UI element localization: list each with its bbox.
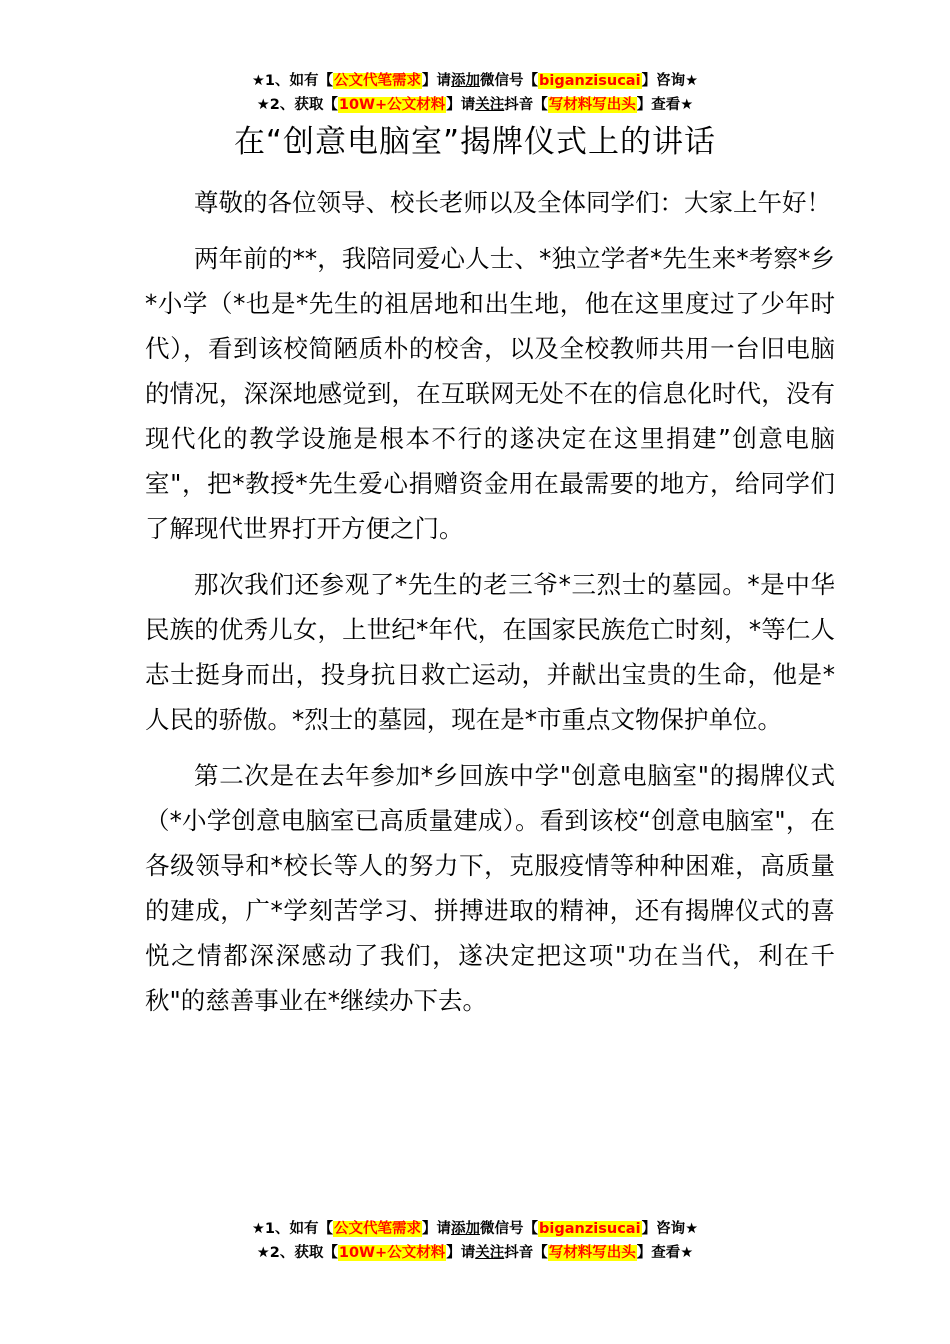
paragraph-greeting: 尊敬的各位领导、校长老师以及全体同学们：大家上午好！ [194, 188, 831, 217]
promo-footer-line1-mid1: 】请 [422, 1221, 452, 1237]
promo-header [0, 69, 950, 117]
promo-line1-prefix: ★1、如有【 [251, 73, 334, 89]
promo-line2-highlight-materials: 10W+公文材料 [338, 97, 446, 113]
promo-line2-mid1: 】请 [446, 97, 476, 113]
promo-footer-line2-mid1: 】请 [446, 1245, 476, 1261]
paragraph-cemetery: 那次我们还参观了*先生的老三爷*三烈士的墓园。*是中华民族的优秀儿女，上世纪*年代，在国家民族危亡时刻，*等仁人志士挺身而出，投身抗日救亡运动，并献出宝贵的生命，他是*人民的骄傲。*烈士的墓园，现在是*市重点文物保护单位。 [145, 570, 835, 734]
promo-footer-line1-highlight-service: 公文代笔需求 [334, 1221, 422, 1237]
promo-footer [0, 1217, 950, 1265]
promo-line2-suffix: 】查看★ [636, 97, 694, 113]
paragraph-first-visit: 两年前的**，我陪同爱心人士、*独立学者*先生来*考察*乡*小学（*也是*先生的祖居地和出生地，他在这里度过了少年时代），看到该校简陋质朴的校舍，以及全校教师共用一台旧电脑的情况，深深地感觉到，在互联网无处不在的信息化时代，没有现代化的教学设施是根本不行的遂决定在这里捐建”创意电脑室"，把*教授*先生爱心捐赠资金用在最需要的地方，给同学们了解现代世界打开方便之门。 [145, 244, 835, 543]
promo-footer-line2-emph: 关注 [475, 1245, 505, 1261]
promo-line1-mid2: 微信号【 [480, 73, 539, 89]
promo-line1-highlight-service: 公文代笔需求 [334, 73, 422, 89]
document-title: 在“创意电脑室”揭牌仪式上的讲话 [233, 124, 717, 160]
promo-footer-line1-prefix: ★1、如有【 [251, 1221, 334, 1237]
promo-footer-line2-prefix: ★2、获取【 [256, 1245, 338, 1261]
promo-footer-line-2 [0, 1241, 950, 1265]
promo-line2-highlight-douyin: 写材料写出头 [548, 97, 636, 113]
promo-line-1 [0, 69, 950, 93]
promo-line2-prefix: ★2、获取【 [256, 97, 338, 113]
promo-footer-line2-mid2: 抖音【 [504, 1245, 548, 1261]
promo-footer-line-1 [0, 1217, 950, 1241]
promo-line1-mid1: 】请 [422, 73, 452, 89]
promo-footer-line1-suffix: 】咨询★ [641, 1221, 699, 1237]
promo-footer-line2-suffix: 】查看★ [636, 1245, 694, 1261]
promo-line1-emph: 添加 [451, 73, 481, 89]
promo-footer-line1-mid2: 微信号【 [480, 1221, 539, 1237]
promo-footer-line2-highlight-douyin: 写材料写出头 [548, 1245, 636, 1261]
promo-line-2 [0, 93, 950, 117]
document-body [145, 180, 835, 1034]
promo-line1-highlight-wechat: biganzisucai [539, 73, 641, 89]
promo-footer-line1-emph: 添加 [451, 1221, 481, 1237]
promo-line2-emph: 关注 [475, 97, 505, 113]
promo-line1-suffix: 】咨询★ [641, 73, 699, 89]
promo-footer-line2-highlight-materials: 10W+公文材料 [338, 1245, 446, 1261]
promo-line2-mid2: 抖音【 [504, 97, 548, 113]
promo-footer-line1-highlight-wechat: biganzisucai [539, 1221, 641, 1237]
paragraph-second-visit: 第二次是在去年参加*乡回族中学"创意电脑室"的揭牌仪式（*小学创意电脑室已高质量建成）。看到该校“创意电脑室"，在各级领导和*校长等人的努力下，克服疫情等种种困难，高质量的建成，广*学刻苦学习、拼搏进取的精神，还有揭牌仪式的喜悦之情都深深感动了我们，遂决定把这项"功在当代，利在千秋"的慈善事业在*继续办下去。 [145, 761, 835, 1015]
